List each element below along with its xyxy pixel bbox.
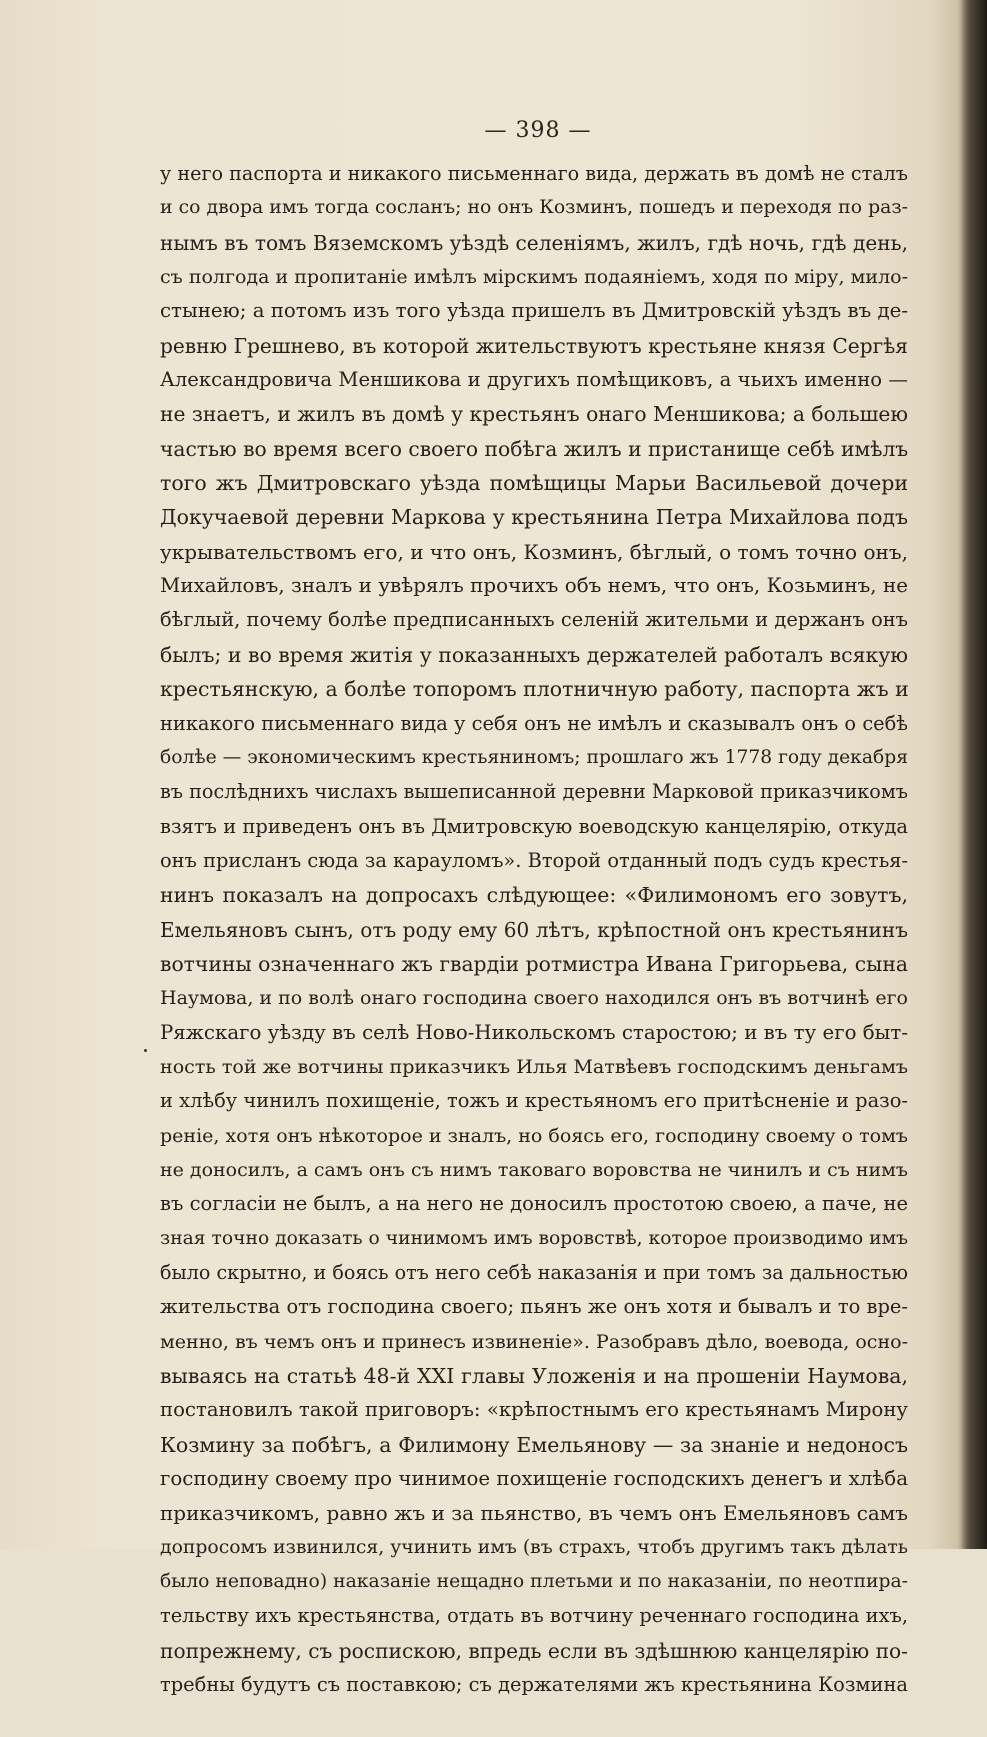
text-line: ность той же вотчины приказчикъ Илья Матвѣевъ господскимъ деньгамъ: [160, 1055, 909, 1078]
text-line: тельству ихъ крестьянства, отдать въ вотчину реченнаго господина ихъ,: [160, 1604, 908, 1628]
text-line: Михайловъ, зналъ и увѣрялъ прочихъ объ немъ, что онъ, Козьминъ, не: [160, 574, 908, 598]
text-line: крестьянскую, а болѣе топоромъ плотничную работу, паспорта жъ и: [160, 677, 909, 702]
text-line: [160, 1702, 908, 1736]
text-line: бѣглый, почему болѣе предписанныхъ селеній жительми и держанъ онъ: [160, 608, 908, 632]
text-line: менно, въ чемъ онъ и принесъ извиненіе». Разобравъ дѣло, воевода, осно-: [160, 1330, 908, 1353]
text-line: Ряжскаго уѣзду въ селѣ Ново-Никольскомъ старостою; и въ ту его быт-: [160, 1020, 908, 1044]
text-line: у него паспорта и никакого письменнаго вида, держать въ домѣ не сталъ: [160, 162, 908, 185]
text-line: и хлѣбу чинилъ похищеніе, тожъ и крестьяномъ его притѣсненіе и разо-: [160, 1089, 908, 1113]
text-line: не доносилъ, а самъ онъ съ нимъ таковаго воровства не чинилъ и съ нимъ: [160, 1158, 908, 1181]
text-line: никакого письменнаго вида у себя онъ не имѣлъ и сказывалъ онъ о себѣ: [160, 711, 908, 735]
text-line: въ послѣднихъ числахъ вышеписанной деревни Марковой приказчикомъ: [160, 780, 908, 804]
page-number: — 398 —: [484, 118, 592, 143]
text-line: стынею; а потомъ изъ того уѣзда пришелъ въ Дмитровскій уѣздъ въ де-: [160, 299, 908, 323]
text-line: нинъ показалъ на допросахъ слѣдующее: «Филимономъ его зовутъ,: [160, 883, 908, 908]
text-line: допросомъ извинился, учинить имъ (въ страхъ, чтобъ другимъ такъ дѣлать: [160, 1536, 909, 1558]
text-line: было скрытно, и боясь отъ него себѣ наказанія и при томъ за дальностью: [160, 1261, 908, 1284]
text-line: постановилъ такой приговоръ: «крѣпостнымъ его крестьянамъ Мирону: [160, 1398, 908, 1422]
text-line: взятъ и приведенъ онъ въ Дмитровскую воеводскую канцелярію, откуда: [160, 814, 908, 838]
text-line: жительства отъ господина своего; пьянъ же онъ хотя и бывалъ и то вре-: [160, 1295, 908, 1319]
text-line: Наумова, и по волѣ онаго господина своего находился онъ въ вотчинѣ его: [160, 987, 908, 1010]
text-line: и со двора имъ тогда сосланъ; но онъ Козминъ, пошедъ и переходя по раз-: [160, 197, 908, 219]
text-line: вотчины означеннаго жъ гвардіи ротмистра Ивана Григорьева, сына: [160, 951, 908, 976]
book-spine-shadow: [961, 0, 987, 1549]
text-line: ревню Грешнево, въ которой жительствуютъ крестьяне князя Сергѣя: [160, 333, 908, 358]
text-line: Емельяновъ сынъ, отъ роду ему 60 лѣтъ, крѣпостной онъ крестьянинъ: [160, 917, 908, 942]
text-line: реніе, хотя онъ нѣкоторое и зналъ, но боясь его, господину своему о томъ: [160, 1124, 909, 1147]
text-line: укрывательствомъ его, и что онъ, Козминъ, бѣглый, о томъ точно онъ,: [160, 539, 908, 564]
text-line: Александровича Меншикова и другихъ помѣщиковъ, а чьихъ именно —: [160, 368, 908, 392]
text-line: былъ; и во время житія у показанныхъ держателей работалъ всякую: [160, 642, 908, 667]
text-line: того жъ Дмитровскаго уѣзда помѣщицы Марьи Васильевой дочери: [160, 471, 908, 496]
text-line: въ согласіи не былъ, а на него не доносилъ простотою своею, а паче, не: [160, 1192, 908, 1216]
text-line: болѣе — экономическимъ крестьяниномъ; прошлаго жъ 1778 году декабря: [160, 746, 908, 768]
text-line: было неповадно) наказаніе нещадно плетьми и по наказаніи, по неотпира-: [160, 1571, 908, 1593]
print-speck: [144, 1049, 147, 1052]
text-line: Докучаевой деревни Маркова у крестьянина Петра Михайлова подъ: [160, 505, 908, 530]
text-line: Козмину за побѣгъ, а Филимону Емельянову — за знаніе и недоносъ: [160, 1432, 908, 1457]
text-line: вываясь на статьѣ 48-й XXI главы Уложенія и на прошеніи Наумова,: [160, 1364, 908, 1389]
body-text: [160, 157, 908, 1737]
text-line: господину своему про чинимое похищеніе господскихъ денегъ и хлѣба: [160, 1467, 908, 1491]
text-line: не знаетъ, и жилъ въ домѣ у крестьянъ онаго Меншикова; а большею: [160, 402, 908, 427]
text-line: приказчикомъ, равно жъ и за пьянство, въ чемъ онъ Емельяновъ самъ: [160, 1501, 908, 1526]
text-line: нымъ въ томъ Вяземскомъ уѣздѣ селеніямъ, жилъ, гдѣ ночь, гдѣ день,: [160, 230, 908, 255]
text-line: требны будутъ съ поставкою; съ держателями жъ крестьянина Козмина: [160, 1673, 908, 1697]
text-line: частью во время всего своего побѣга жилъ и пристанище себѣ имѣлъ: [160, 436, 909, 461]
text-line: онъ присланъ сюда за карауломъ». Второй отданный подъ судъ крестья-: [160, 848, 908, 872]
text-line: съ полгода и пропитаніе имѣлъ мірскимъ подаяніемъ, ходя по міру, мило-: [160, 266, 908, 289]
text-line: зная точно доказать о чинимомъ имъ воровствѣ, которое производимо имъ: [160, 1227, 908, 1249]
text-line: попрежнему, съ роспискою, впредь если въ здѣшнюю канцелярію по-: [160, 1638, 908, 1663]
